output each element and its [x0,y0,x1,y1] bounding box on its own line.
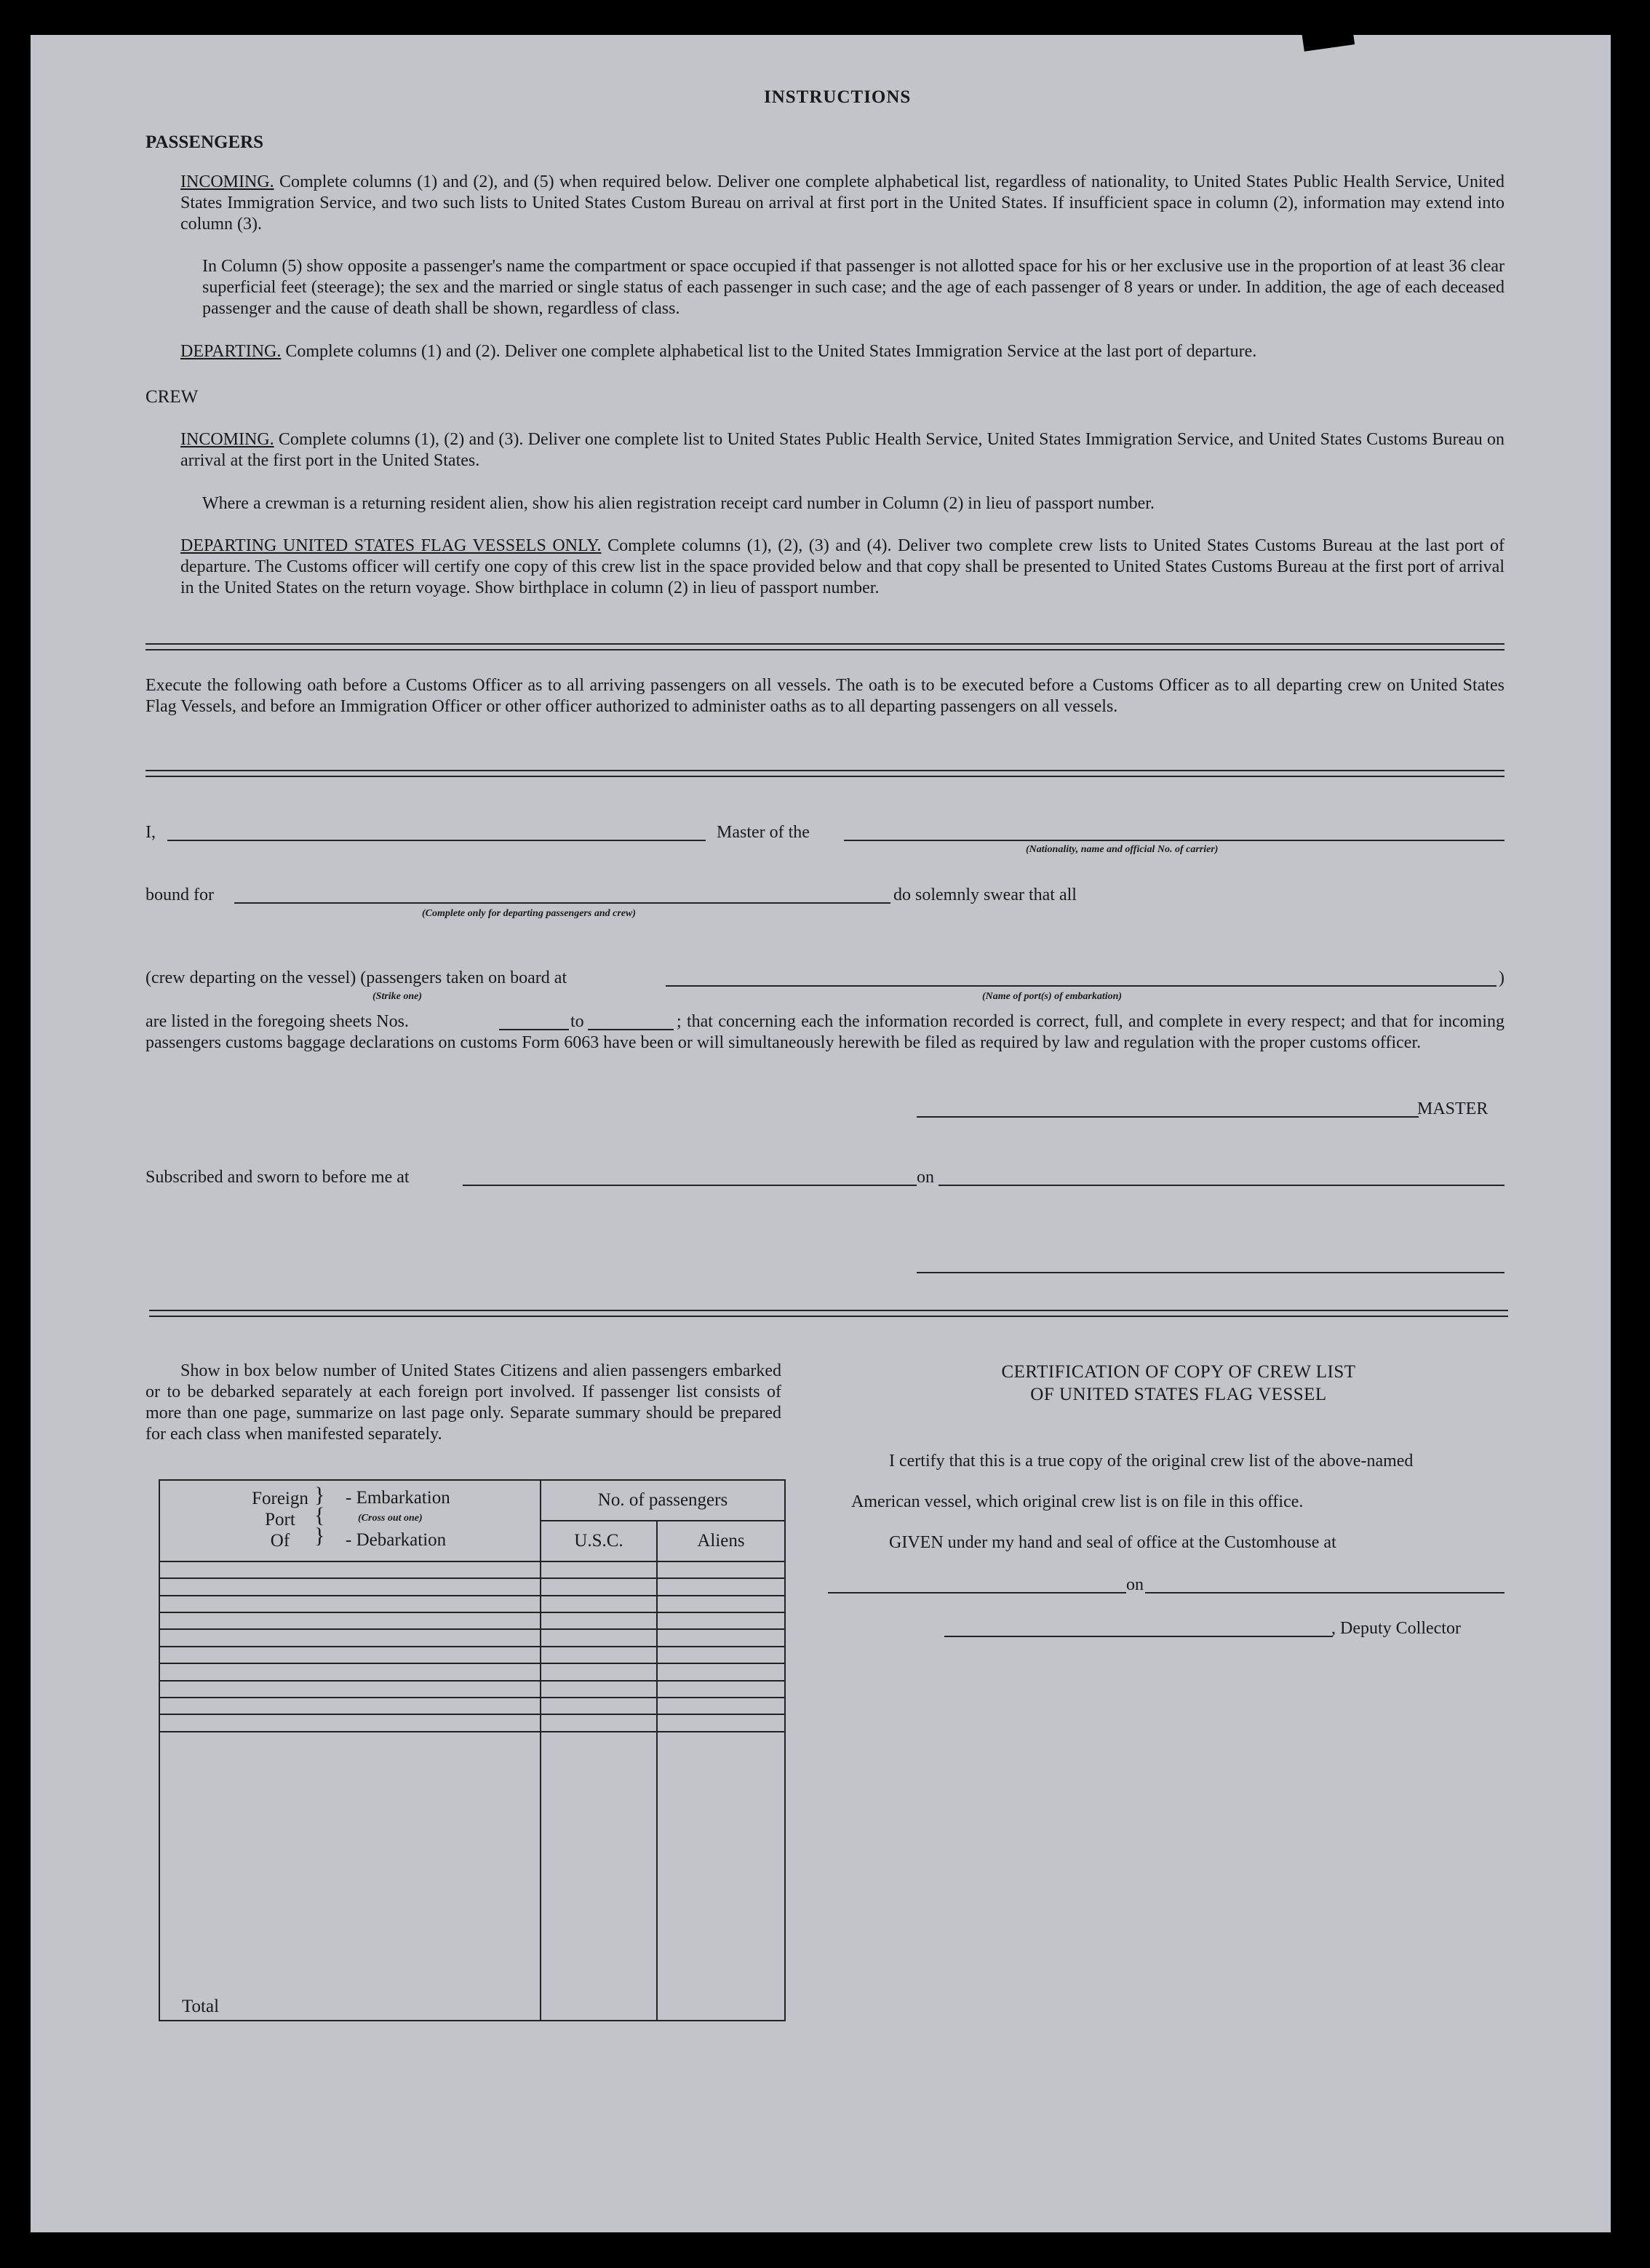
summary-intro [146,1361,781,1445]
port-cell[interactable] [159,1578,541,1595]
passengers-incoming-label: INCOMING. [180,172,274,191]
master-label: MASTER [1417,1099,1488,1118]
total-row[interactable] [159,1732,785,2021]
embarkation-label: - Embarkation [346,1488,450,1508]
port-cell[interactable] [159,1612,541,1629]
port-cell[interactable] [159,1629,541,1646]
table-row[interactable] [159,1596,785,1612]
bound-for-field[interactable] [234,902,890,904]
listed-to: to [570,1012,584,1031]
passenger-summary-table [159,1479,786,2021]
subscribed-label: Subscribed and sworn to before me at [146,1168,410,1187]
crew-passengers-label: (crew departing on the vessel) (passengers taken on board at [146,968,567,987]
carrier-hint: (Nationality, name and official No. of carrier) [1026,844,1219,855]
certification-on-label: on [1126,1575,1144,1594]
divider [146,770,1504,777]
bound-for-label: bound for [146,886,214,904]
table-row[interactable] [159,1698,785,1714]
usc-cell[interactable] [541,1647,657,1663]
table-row[interactable] [159,1647,785,1663]
port-label [244,1488,316,1551]
usc-cell[interactable] [541,1596,657,1612]
aliens-cell[interactable] [657,1612,785,1629]
divider [146,643,1504,650]
cross-out-hint: (Cross out one) [358,1513,423,1524]
usc-header: U.S.C. [541,1521,657,1561]
table-row[interactable] [159,1561,785,1578]
master-name-field[interactable] [167,840,706,841]
bound-hint: (Complete only for departing passengers and crew) [422,908,636,919]
crew-incoming-text: Complete columns (1), (2) and (3). Deliver one complete list to United States Public Health Service, United States Immigration Service, and United States Customs Bureau on arrival at the first port in the United States. [180,430,1505,470]
summary-intro-text: Show in box below number of United States Citizens and alien passengers embarked or to be debarked separately at each foreign port involved. If passenger list consists of more than one page, summarize on last page only. Separate summary should be prepared for each class when manifested separately. [146,1361,781,1444]
usc-cell[interactable] [541,1698,657,1714]
sworn-on-label: on [917,1168,934,1187]
master-signature-field[interactable] [917,1116,1419,1118]
passengers-incoming-paragraph [180,172,1504,235]
officer-signature-field[interactable] [917,1272,1504,1273]
aliens-cell[interactable] [657,1681,785,1698]
deputy-label: , Deputy Collector [1331,1619,1461,1638]
brace-icon: } { } [314,1483,325,1548]
passengers-departing-text: Complete columns (1) and (2). Deliver one complete alphabetical list to the United States Immigration Service at the last port of departure. [285,342,1257,361]
crew-departing-label: DEPARTING UNITED STATES FLAG VESSELS ONLY. [180,536,602,555]
port-header-cell [159,1480,541,1561]
divider [149,1310,1508,1317]
port-cell[interactable] [159,1698,541,1714]
crew-incoming-label: INCOMING. [180,430,274,449]
usc-cell[interactable] [541,1663,657,1680]
aliens-cell[interactable] [657,1647,785,1663]
ports-hint: (Name of port(s) of embarkation) [982,991,1123,1002]
usc-cell[interactable] [541,1714,657,1731]
usc-cell[interactable] [541,1629,657,1646]
certification-title [851,1361,1506,1406]
total-usc-cell[interactable] [541,1732,657,2021]
certification-title-line1: CERTIFICATION OF COPY OF CREW LIST [1001,1362,1356,1382]
usc-cell[interactable] [541,1681,657,1698]
certify-line2: American vessel, which original crew list is on file in this office. [851,1492,1304,1511]
crew-heading: CREW [146,387,199,407]
embarkation-ports-field[interactable] [666,985,1496,987]
of-label: Of [270,1531,290,1551]
aliens-cell[interactable] [657,1663,785,1680]
table-row[interactable] [159,1714,785,1731]
passengers-incoming-text: Complete columns (1) and (2), and (5) when required below. Deliver one complete alphabetical list, regardless of nationality, to United States Public Health Service, United States Immigration Service, and two such lists to United States Custom Bureau on arrival at first port in the United States. If insufficient space in column (2), information may extend into column (3). [180,172,1504,234]
crew-departing-text: Complete columns (1), (2), (3) and (4). Deliver two complete crew lists to United States Customs Bureau at the last port of departure. The Customs officer will certify one copy of this crew list in the space provided below and that copy shall be presented to United States Customs Bureau at the first port of arrival in the United States on the return voyage. Show birthplace in column (2) in lieu of passport number. [180,536,1505,597]
sworn-date-field[interactable] [938,1185,1504,1186]
table-row[interactable] [159,1629,785,1646]
swear-label: do solemnly swear that all [893,886,1077,904]
port-cell[interactable] [159,1561,541,1578]
crew-alien-paragraph: Where a crewman is a returning resident alien, show his alien registration receipt card number in Column (2) in lieu of passport number. [202,494,1155,513]
passengers-departing-label: DEPARTING. [180,342,282,361]
passengers-departing-paragraph [180,341,1504,362]
aliens-cell[interactable] [657,1698,785,1714]
aliens-cell[interactable] [657,1578,785,1595]
listed-b: ; that concerning each the information recorded is correct, full, and complete in every respect; and that for incoming passengers customs baggage declarations on customs Form 6063 have been or will simultaneously herewith be filed as required by law and regulation with the proper customs officer. [146,1012,1504,1052]
crew-departing-paragraph [180,536,1504,599]
aliens-cell[interactable] [657,1561,785,1578]
debarkation-label: - Debarkation [346,1530,447,1550]
port-cell[interactable] [159,1663,541,1680]
strike-hint: (Strike one) [372,991,423,1002]
listed-a: are listed in the foregoing sheets Nos. [146,1012,409,1031]
port-cell[interactable] [159,1596,541,1612]
total-label: Total [159,1732,541,2021]
certification-date-field[interactable] [1145,1592,1504,1593]
no-passengers-header: No. of passengers [541,1480,785,1521]
certification-title-line2: OF UNITED STATES FLAG VESSEL [1030,1385,1327,1404]
certify-line1: I certify that this is a true copy of the original crew list of the above-named [889,1452,1414,1471]
aliens-cell[interactable] [657,1714,785,1731]
port-cell[interactable] [159,1681,541,1698]
usc-cell[interactable] [541,1578,657,1595]
given-line: GIVEN under my hand and seal of office at the Customhouse at [889,1533,1336,1552]
page-title: INSTRUCTIONS [764,87,912,107]
passengers-heading: PASSENGERS [146,132,264,152]
port-cell[interactable] [159,1647,541,1663]
carrier-field[interactable] [844,840,1504,841]
table-row[interactable] [159,1578,785,1595]
total-aliens-cell[interactable] [657,1732,785,2021]
passengers-column5-paragraph: In Column (5) show opposite a passenger's name the compartment or space occupied if that passenger is not allotted space for his or her exclusive use in the proportion of at least 36 clear superficial feet (steerage); the sex and the married or single status of each passenger in such case; and the age of each passenger of 8 years or under. In addition, the age of each deceased passenger and the cause of death shall be shown, regardless of class. [202,257,1504,318]
port-cell[interactable] [159,1714,541,1731]
aliens-cell[interactable] [657,1596,785,1612]
table-row[interactable] [159,1612,785,1629]
foreign-label: Foreign [252,1489,308,1508]
customhouse-field[interactable] [828,1592,1126,1593]
master-of-label: Master of the [717,823,810,842]
close-paren: ) [1499,968,1504,987]
aliens-cell[interactable] [657,1629,785,1646]
oath-instructions: Execute the following oath before a Customs Officer as to all arriving passengers on all vessels. The oath is to be executed before a Customs Officer as to all departing crew on United States Flag Vessels, and before an Immigration Officer or other officer authorized to administer oaths as to all departing passengers on all vessels. [146,676,1504,716]
sworn-place-field[interactable] [463,1185,917,1186]
oath-i-label: I, [146,823,156,842]
usc-cell[interactable] [541,1612,657,1629]
usc-cell[interactable] [541,1561,657,1578]
table-row[interactable] [159,1681,785,1698]
deputy-signature-field[interactable] [944,1636,1333,1637]
crew-incoming-paragraph [180,429,1504,471]
table-row[interactable] [159,1663,785,1680]
port-word-label: Port [265,1510,295,1529]
aliens-header: Aliens [657,1521,785,1561]
